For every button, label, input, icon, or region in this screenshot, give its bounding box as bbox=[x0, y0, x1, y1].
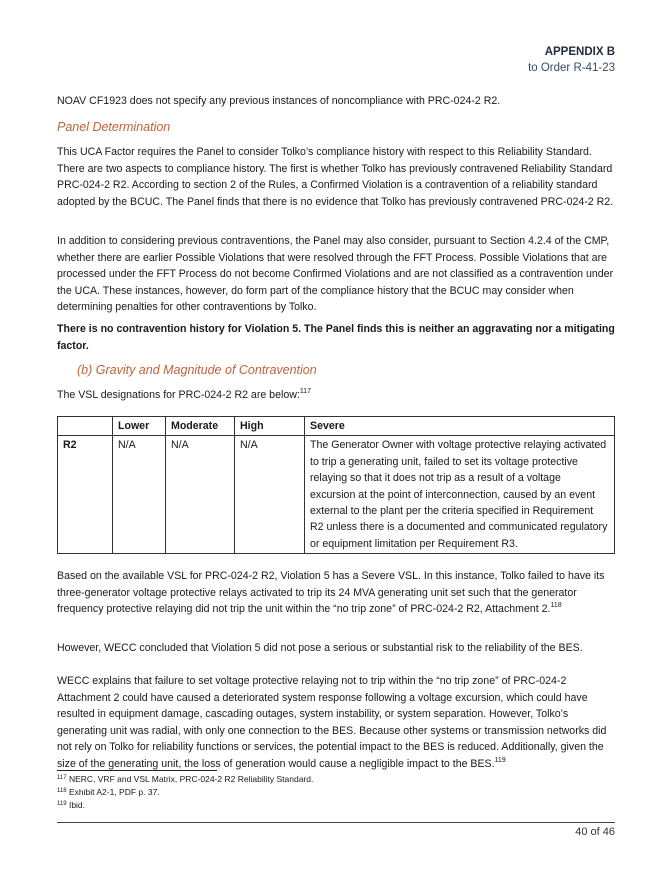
table-header-cell: Severe bbox=[305, 417, 615, 436]
footnote-divider bbox=[57, 770, 217, 771]
paragraph-fft-process bbox=[57, 233, 617, 316]
footnote-number: 117 bbox=[57, 775, 67, 781]
paragraph-wecc-conclusion bbox=[57, 640, 617, 657]
table-cell: N/A bbox=[113, 436, 166, 554]
footnote-item bbox=[57, 799, 313, 812]
paragraph-text: This UCA Factor requires the Panel to consider Tolko’s compliance history with respect to this Reliability Standard. There are two aspects to compliance history. The first is whether Tolko has previously contravened Reliability Standard PRC-024-2 R2. According to section 2 of the Rules, a Confirmed Violation is a contravention of a reliability standard adopted by the BCUC. The Panel finds that there is no evidence that Tolko has previously contravened PRC-024-2 R2. bbox=[57, 146, 614, 208]
footnotes bbox=[57, 773, 313, 812]
footer-divider bbox=[57, 822, 615, 823]
table-header-cell bbox=[58, 417, 113, 436]
footnote-item bbox=[57, 786, 313, 799]
footnote-item bbox=[57, 773, 313, 786]
table-row bbox=[58, 436, 615, 554]
table-header-row bbox=[58, 417, 615, 436]
appendix-title: APPENDIX B bbox=[544, 46, 615, 58]
paragraph-text: In addition to considering previous contraventions, the Panel may also consider, pursuant to Section 4.2.4 of the CMP, whether there are earlier Possible Violations that were resolved through the FFT Process. Possible Violations that are processed under the FFT Process do not become Confirmed Violations and are not classified as a contravention under the UCA. These instances, however, do form part of the compliance history that the BCUC may consider when determining penalties for other contraventions by Tolko. bbox=[57, 235, 614, 314]
footnote-text: Ibid. bbox=[68, 800, 86, 810]
paragraph-noav bbox=[57, 93, 617, 110]
table-cell: N/A bbox=[166, 436, 235, 554]
footnote-ref: 118 bbox=[550, 602, 562, 610]
paragraph-text: NOAV CF1923 does not specify any previous instances of noncompliance with PRC-024-2 R2. bbox=[57, 95, 501, 107]
paragraph-vsl-intro bbox=[57, 387, 617, 404]
paragraph-text: However, WECC concluded that Violation 5 did not pose a serious or substantial risk to the reliability of the BES. bbox=[57, 642, 583, 654]
table-cell: R2 bbox=[58, 436, 113, 554]
paragraph-text: There is no contravention history for Violation 5. The Panel finds this is neither an aggravating nor a mitigating factor. bbox=[57, 323, 615, 352]
footnote-ref: 117 bbox=[299, 388, 311, 395]
table-cell: N/A bbox=[235, 436, 305, 554]
table-header-cell: Moderate bbox=[166, 417, 235, 436]
appendix-header bbox=[528, 44, 615, 76]
heading-gravity-magnitude: (b) Gravity and Magnitude of Contravention bbox=[77, 363, 317, 377]
paragraph-severe-vsl bbox=[57, 568, 617, 618]
footnote-text: Exhibit A2-1, PDF p. 37. bbox=[68, 787, 160, 797]
heading-panel-determination: Panel Determination bbox=[57, 120, 171, 134]
page-number: 40 of 46 bbox=[575, 826, 615, 838]
paragraph-text: Based on the available VSL for PRC-024-2 R2, Violation 5 has a Severe VSL. In this instance, Tolko failed to have its three-generator voltage protective relays activated to trip its 24 MVA generating unit set such that the generator frequency protective relaying did not trip the unit within the “no trip zone” of PRC-024-2 R2, Attachment 2. bbox=[57, 570, 605, 616]
paragraph-compliance-history bbox=[57, 144, 617, 210]
paragraph-finding bbox=[57, 321, 617, 354]
paragraph-text: WECC explains that failure to set voltage protective relaying not to trip within the “no trip zone” of PRC-024-2 Attachment 2 could have caused a deteriorated system response following a voltage excursion, which could have resulted in equipment damage, cascading outages, system instability, or system separation. However, Tolko’s generating unit was radial, with only one connection to the BES. Because other systems or transmission networks did not rely on Tolko for reliability functions or services, the potential impact to the BES is reduced. Additionally, given the size of the generating unit, the loss of generation would cause a negligible impact to the BES. bbox=[57, 675, 607, 770]
paragraph-text: The VSL designations for PRC-024-2 R2 are below: bbox=[57, 389, 300, 401]
paragraph-wecc-explains bbox=[57, 673, 617, 773]
appendix-subtitle: to Order R-41-23 bbox=[528, 62, 615, 74]
table-header-cell: High bbox=[235, 417, 305, 436]
footnote-ref: 119 bbox=[494, 756, 506, 764]
footnote-number: 118 bbox=[57, 788, 67, 794]
vsl-table bbox=[57, 416, 615, 554]
table-header-cell: Lower bbox=[113, 417, 166, 436]
footnote-text: NERC, VRF and VSL Matrix, PRC-024-2 R2 Reliability Standard. bbox=[68, 774, 314, 784]
footnote-number: 119 bbox=[57, 801, 67, 807]
table-cell: The Generator Owner with voltage protective relaying activated to trip a generating unit, failed to set its voltage protective relaying so that it does not trip as a result of a voltage excursion at the point of interconnection, caused by an event external to the plant per the criteria specified in Requirement R2 unless there is a documented and communicated regulatory or equipment limitation per Requirement R3. bbox=[305, 436, 615, 554]
